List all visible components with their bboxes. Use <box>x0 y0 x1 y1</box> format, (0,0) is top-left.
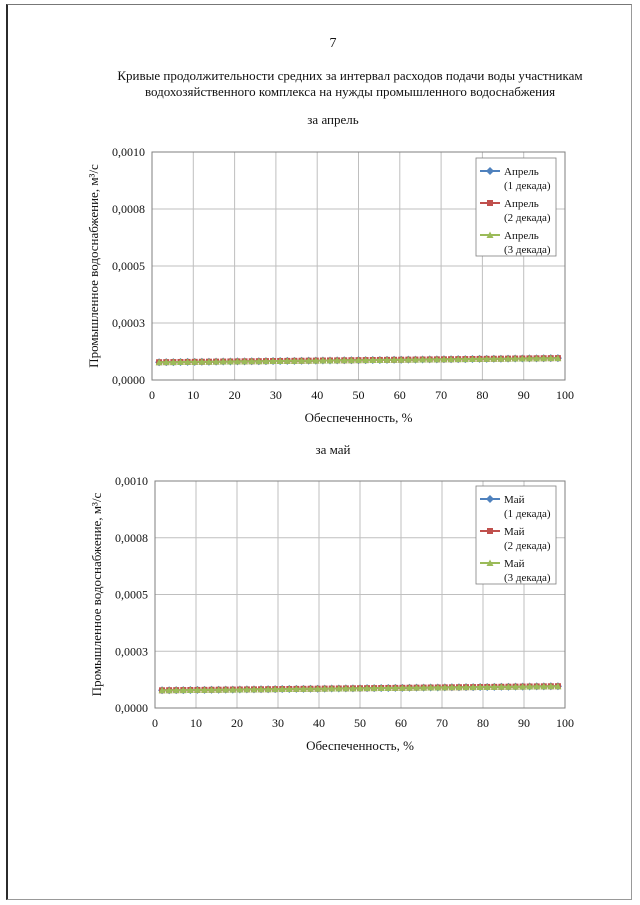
y-tick-label: 0,0000 <box>112 373 145 387</box>
x-tick-label: 90 <box>517 388 530 402</box>
chart-subtitle-april: за апрель <box>307 112 359 127</box>
x-tick-label: 50 <box>352 388 365 402</box>
legend-marker <box>487 200 493 206</box>
x-tick-label: 70 <box>435 388 448 402</box>
y-tick-label: 0,0005 <box>112 259 145 273</box>
x-tick-label: 20 <box>231 716 243 730</box>
y-tick-label: 0,0010 <box>115 474 148 488</box>
y-axis-label: Промышленное водоснабжение, м³/с <box>89 492 104 697</box>
x-tick-label: 100 <box>556 716 574 730</box>
chart-subtitle-may: за май <box>315 442 351 457</box>
x-tick-label: 30 <box>272 716 284 730</box>
x-tick-label: 50 <box>354 716 366 730</box>
x-axis-label: Обеспеченность, % <box>306 738 414 753</box>
x-tick-label: 30 <box>269 388 282 402</box>
legend-label: (3 декада) <box>504 572 551 584</box>
x-tick-label: 10 <box>187 388 200 402</box>
x-tick-label: 100 <box>556 388 574 402</box>
chart-may <box>0 468 640 753</box>
y-tick-label: 0,0005 <box>115 587 148 602</box>
legend-label: Май <box>504 558 525 570</box>
y-tick-label: 0,0008 <box>115 530 148 545</box>
title-line-1: Кривые продолжительности средних за интервал расходов подачи воды участникам <box>117 68 583 83</box>
title-line-2: водохозяйственного комплекса на нужды промышленного водоснабжения <box>144 84 556 99</box>
x-tick-label: 20 <box>228 388 241 402</box>
x-tick-label: 10 <box>190 716 202 730</box>
y-tick-label: 0,0010 <box>112 145 145 159</box>
legend <box>476 158 556 256</box>
legend-marker <box>487 528 493 534</box>
x-tick-label: 80 <box>477 716 489 730</box>
chart-april <box>0 138 640 423</box>
legend <box>476 486 556 584</box>
x-tick-label: 60 <box>395 716 407 730</box>
legend-label: (3 декада) <box>504 244 551 256</box>
document-title <box>60 68 640 100</box>
legend-label: (2 декада) <box>504 212 551 224</box>
legend-label: Май <box>504 494 525 506</box>
x-tick-label: 40 <box>313 716 325 730</box>
page-number: 7 <box>329 36 337 51</box>
y-tick-label: 0,0003 <box>115 644 148 659</box>
y-tick-label: 0,0003 <box>112 316 145 330</box>
y-axis-label: Промышленное водоснабжение, м³/с <box>86 164 101 368</box>
x-axis-label: Обеспеченность, % <box>304 410 413 425</box>
x-tick-label: 70 <box>436 716 448 730</box>
x-tick-label: 90 <box>518 716 530 730</box>
legend-label: Май <box>504 526 525 538</box>
y-tick-label: 0,0000 <box>115 701 148 715</box>
legend-label: Апрель <box>504 230 539 242</box>
y-tick-label: 0,0008 <box>112 202 145 216</box>
legend-label: (1 декада) <box>504 508 551 520</box>
x-tick-label: 40 <box>311 388 324 402</box>
legend-label: (2 декада) <box>504 540 551 552</box>
legend-label: (1 декада) <box>504 180 551 192</box>
x-tick-label: 80 <box>476 388 489 402</box>
legend-label: Апрель <box>504 198 539 210</box>
x-tick-label: 0 <box>149 388 155 402</box>
x-tick-label: 0 <box>152 716 158 730</box>
legend-label: Апрель <box>504 166 539 178</box>
x-tick-label: 60 <box>393 388 406 402</box>
